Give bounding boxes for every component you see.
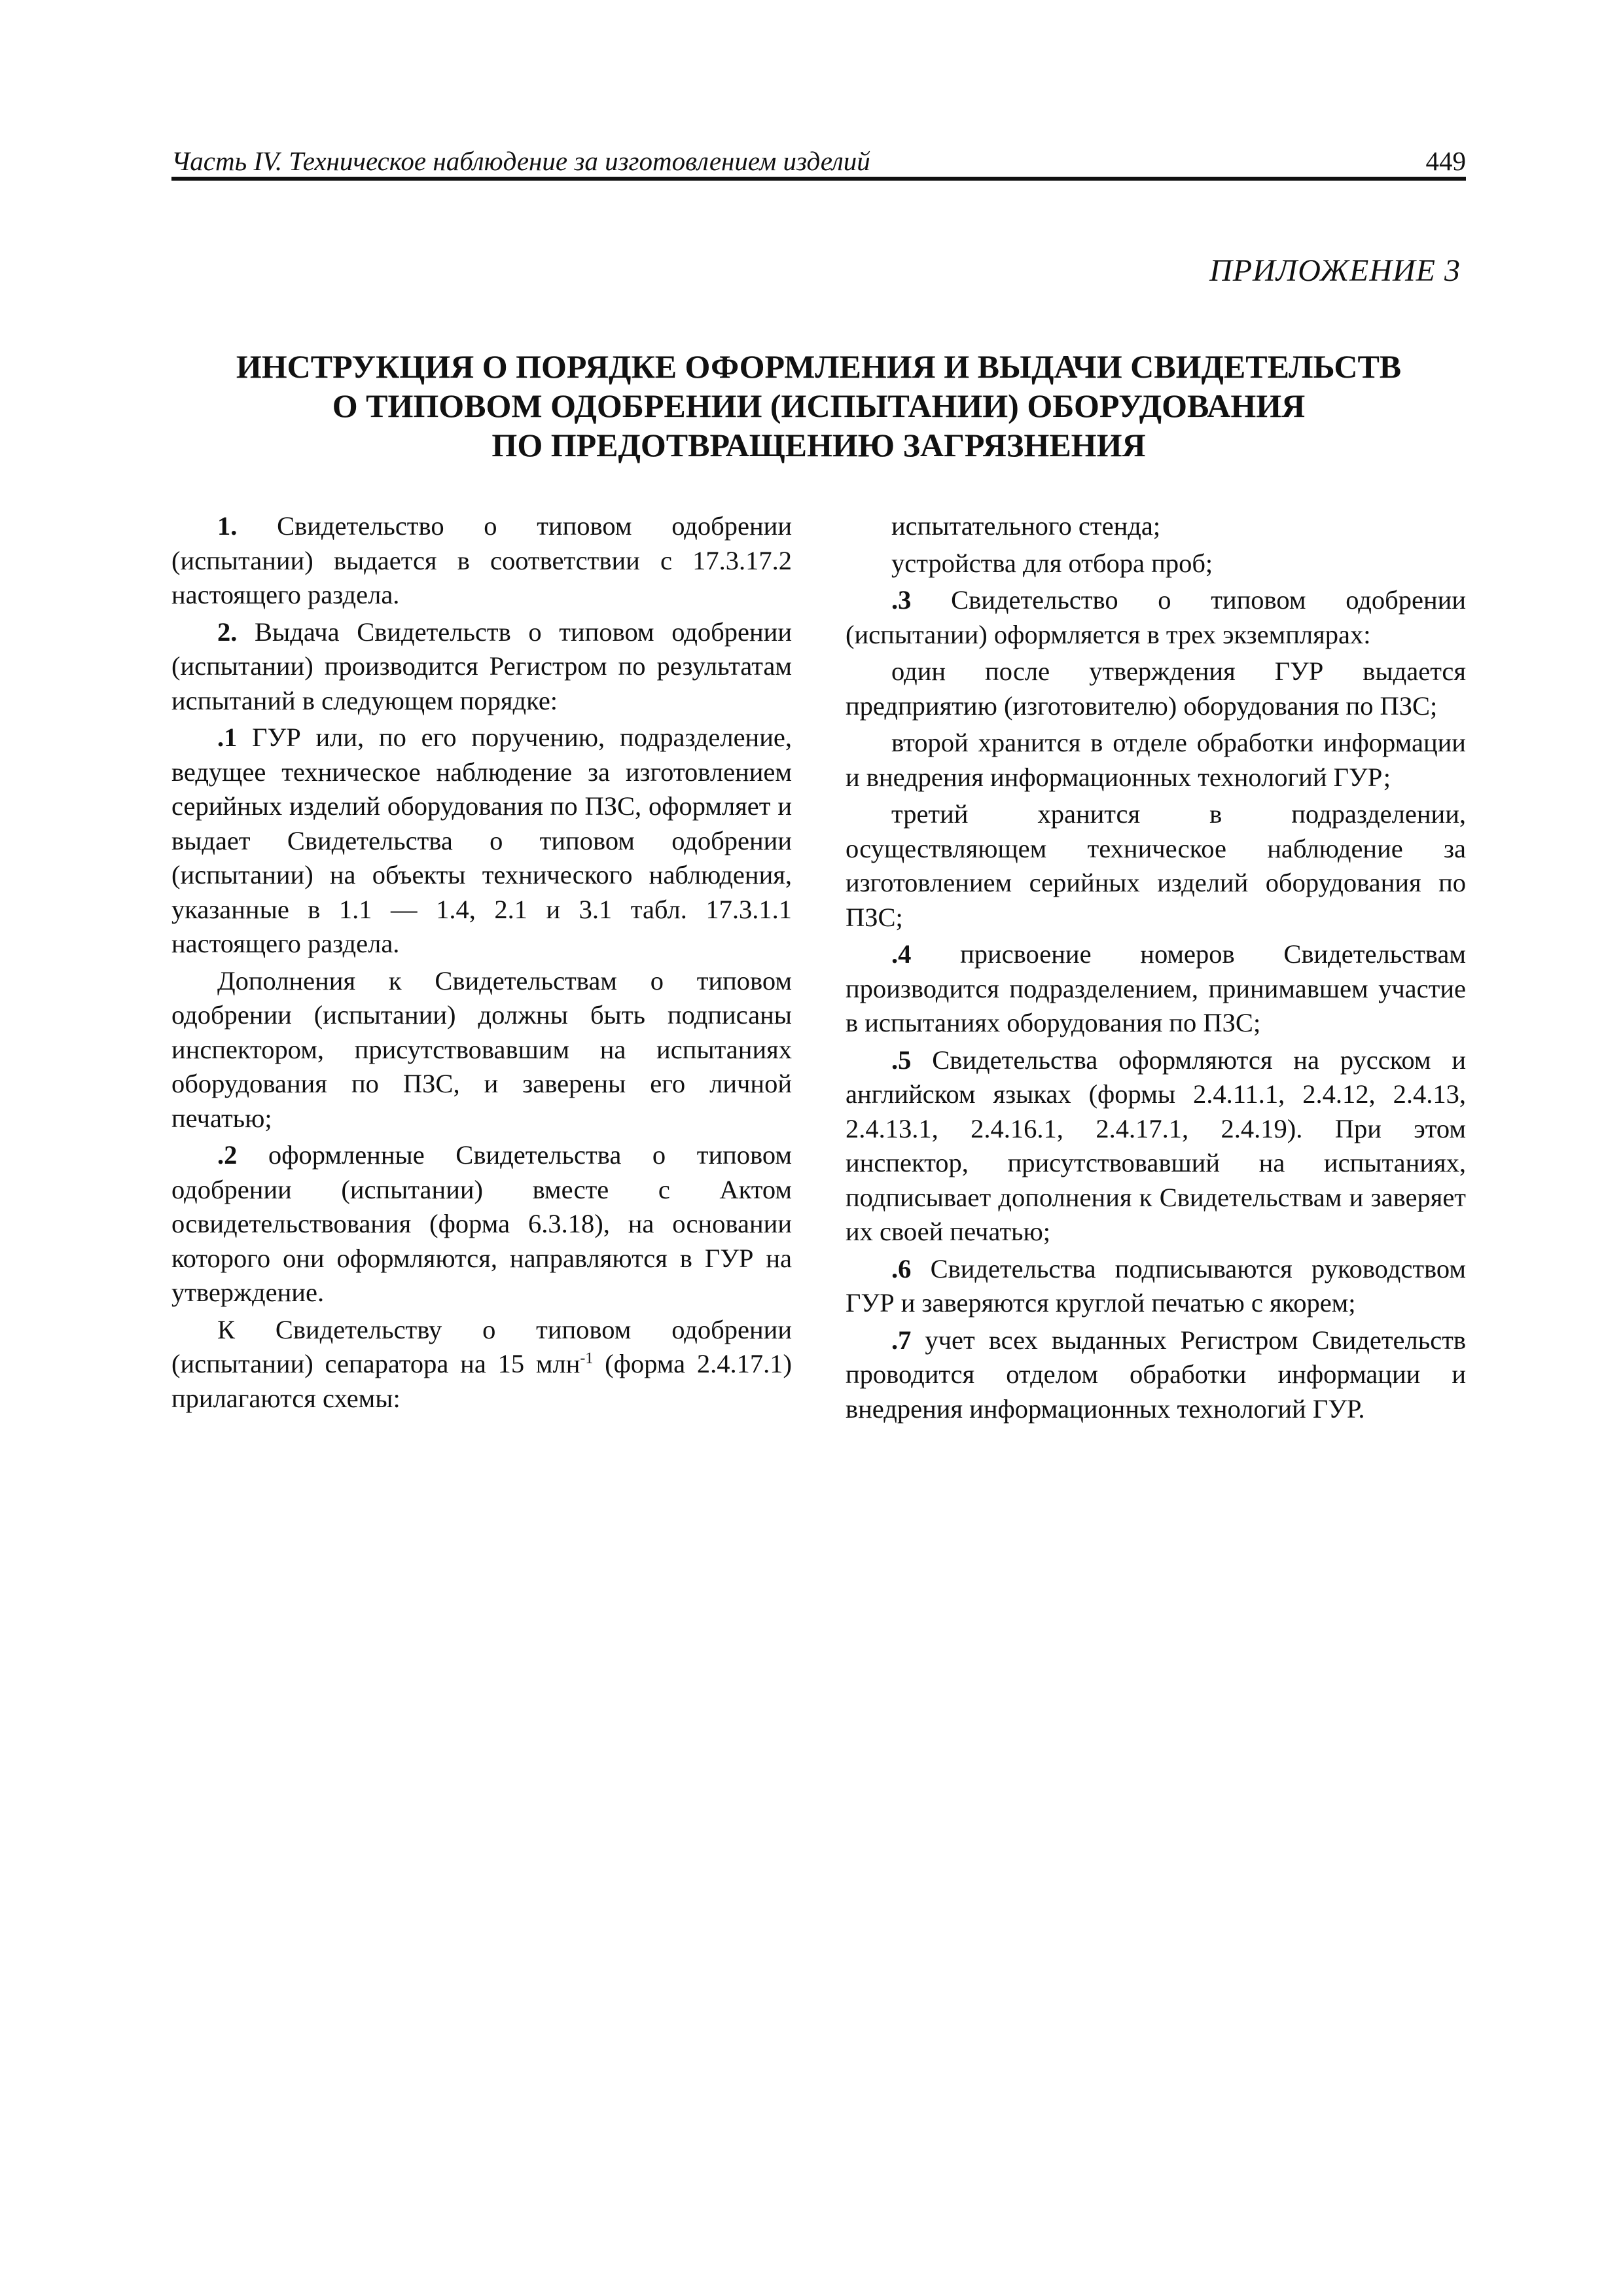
paragraph-2-6 [846,1252,1466,1321]
paragraph-2-5 [846,1043,1466,1249]
paragraph-number: .1 [217,723,238,752]
paragraph-text: испытательного стенда; [891,511,1161,541]
paragraph-2-7 [846,1323,1466,1427]
running-header-title: Часть IV. Техническое наблюдение за изготовлением изделий [171,146,870,176]
paragraph-number: 2. [217,617,238,647]
paragraph-copy-2 [846,726,1466,795]
title-line-3: ПО ПРЕДОТВРАЩЕНИЮ ЗАГРЯЗНЕНИЯ [491,427,1146,463]
document-title [171,347,1466,465]
page-number: 449 [1425,146,1466,176]
left-column [171,509,792,1418]
paragraph-separator-schemes [171,1313,792,1416]
paragraph-text: Выдача Свидетельств о типовом одобрении (испытании) производится Регистром по результатам испытаний в следующем порядке: [171,617,792,715]
paragraph-number: 1. [217,511,238,541]
paragraph-2-4 [846,937,1466,1041]
paragraph-copy-3 [846,797,1466,935]
paragraph-text: ГУР или, по его поручению, подразделение, ведущее техническое наблюдение за изготовлением серийных изделий оборудования по ПЗС, оформляет и выдает Свидетельства о типовом одобрении (испытании) на объекты технического наблюдения, указанные в 1.1 — 1.4, 2.1 и 3.1 табл. 17.3.1.1 настоящего раздела. [171,723,792,958]
paragraph-number: .7 [891,1325,912,1355]
paragraph-text: присвоение номеров Свидетельствам производится подразделением, принимавшем участие в испытаниях оборудования по ПЗС; [846,939,1466,1037]
superscript: -1 [580,1350,594,1367]
title-line-2: О ТИПОВОМ ОДОБРЕНИИ (ИСПЫТАНИИ) ОБОРУДОВАНИЯ [332,387,1306,424]
paragraph-number: .6 [891,1253,912,1283]
paragraph-2-1 [171,721,792,961]
paragraph-2 [171,615,792,719]
paragraph-number: .2 [217,1140,238,1170]
paragraph-number: .3 [891,585,912,615]
paragraph-copy-1 [846,655,1466,723]
paragraph-2-3 [846,583,1466,652]
paragraph-text: один после утверждения ГУР выдается предприятию (изготовителю) оборудования по ПЗС; [846,656,1466,721]
paragraph-text: Дополнения к Свидетельствам о типовом одобрении (испытании) должны быть подписаны инспектором, присутствовавшим на испытаниях оборудования по ПЗС, и заверены его личной печатью; [171,965,792,1133]
paragraph-supplements [171,964,792,1136]
paragraph-1 [171,509,792,613]
paragraph-text: оформленные Свидетельства о типовом одобрении (испытании) вместе с Актом освидетельствования (форма 6.3.18), на основании которого они оформляются, направляются в ГУР на утверждение. [171,1140,792,1307]
paragraph-text: учет всех выданных Регистром Свидетельств проводится отделом обработки информации и внедрения информационных технологий ГУР. [846,1325,1466,1424]
paragraph-text: второй хранится в отделе обработки информации и внедрения информационных технологий ГУР; [846,728,1466,792]
paragraph-text: третий хранится в подразделении, осуществляющем техническое наблюдение за изготовлением серийных изделий оборудования по ПЗС; [846,799,1466,932]
paragraph-text: К Свидетельству о типовом одобрении (испытании) сепаратора на 15 млн [171,1314,792,1378]
paragraph-text: Свидетельства оформляются на русском и английском языках (формы 2.4.11.1, 2.4.12, 2.4.13, 2.4.13.1, 2.4.16.1, 2.4.17.1, 2.4.19). При этом инспектор, присутствовавший на испытаниях, подписывает дополнения к Свидетельствам и заверяет их своей печатью; [846,1045,1466,1246]
appendix-label: ПРИЛОЖЕНИЕ 3 [1209,253,1461,288]
paragraph-sampling [846,547,1466,581]
paragraph-text: устройства для отбора проб; [891,548,1213,578]
paragraph-text: (форма 2.4.17.1) прилагаются схемы: [171,1349,792,1413]
running-header [171,143,1466,182]
paragraph-text: Свидетельство о типовом одобрении (испытании) выдается в соответствии с 17.3.17.2 настоящего раздела. [171,511,792,609]
paragraph-number: .4 [891,939,912,969]
header-rule [171,177,1466,181]
paragraph-text: Свидетельства подписываются руководством ГУР и заверяются круглой печатью с якорем; [846,1253,1466,1318]
right-column [846,509,1466,1429]
paragraph-2-2 [171,1138,792,1310]
paragraph-text: Свидетельство о типовом одобрении (испытании) оформляется в трех экземплярах: [846,585,1466,649]
paragraph-test-stand [846,509,1466,544]
paragraph-number: .5 [891,1045,912,1075]
title-line-1: ИНСТРУКЦИЯ О ПОРЯДКЕ ОФОРМЛЕНИЯ И ВЫДАЧИ СВИДЕТЕЛЬСТВ [236,348,1402,385]
